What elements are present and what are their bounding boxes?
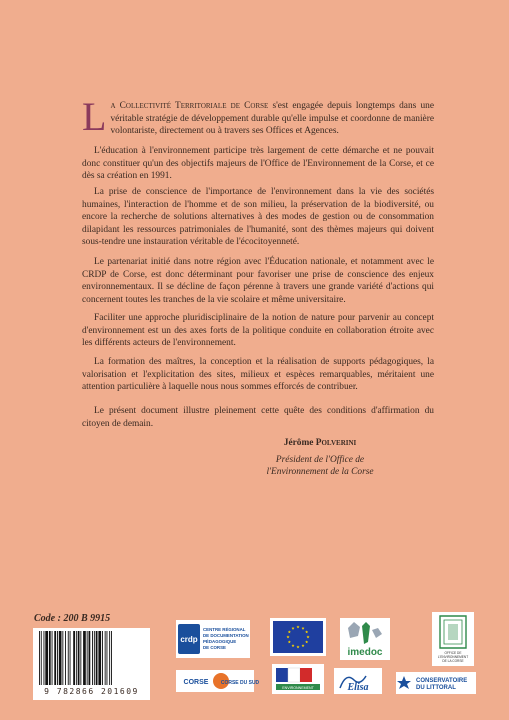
paragraph-5: La formation des maîtres, la conception et la réalisation de supports pédagogiques, la valorisation et l'explicitation des sites, milieux et espèces remarquables, méritaient une attention particulière à laquelle nous nous sommes efforcés de contribuer. <box>82 357 434 393</box>
signatory-first-name: Jérôme <box>283 438 314 448</box>
svg-text:crdp: crdp <box>180 635 198 644</box>
barcode-bar <box>102 631 103 685</box>
svg-text:CORSE: CORSE <box>183 679 209 686</box>
barcode-bar <box>44 631 45 685</box>
svg-text:CENTRE RÉGIONAL: CENTRE RÉGIONAL <box>203 627 246 632</box>
diren-logo <box>272 664 324 694</box>
barcode-bar <box>39 631 40 685</box>
barcode-bar <box>92 631 93 685</box>
barcode-bar <box>111 631 112 685</box>
barcode-bar <box>49 631 51 685</box>
signatory-last-name: Polverini <box>315 438 357 448</box>
eu-flag-icon <box>273 621 323 653</box>
barcode-bar <box>76 631 77 685</box>
barcode-bar <box>68 631 69 685</box>
crdp-mark-icon <box>176 620 250 658</box>
svg-text:PÉDAGOGIQUE: PÉDAGOGIQUE <box>203 639 237 644</box>
barcode-bar <box>52 631 53 685</box>
svg-text:CORSE DU SUD: CORSE DU SUD <box>220 680 260 686</box>
diren-icon <box>272 664 324 694</box>
svg-text:imedoc: imedoc <box>347 647 383 658</box>
signatory-name <box>240 437 400 450</box>
svg-text:Elisa: Elisa <box>347 682 369 693</box>
conseil-general-logos <box>176 670 260 692</box>
intro-smallcaps: a Collectivité Territoriale de Corse <box>110 101 269 111</box>
intro-paragraph <box>82 94 434 139</box>
paragraph-4: Faciliter une approche pluridisciplinaire de la notion de nature pour parvenir au concept d'environnement est un des axes forts de la politique conduite en collaboration étroite avec les différents acteurs de l'environnement. <box>82 313 434 349</box>
imedoc-icon <box>340 618 390 660</box>
office-environnement-icon <box>432 612 474 666</box>
elisa-logo <box>334 668 382 694</box>
signature-block <box>240 437 400 479</box>
isbn-barcode <box>33 628 150 700</box>
barcode-bar <box>65 631 66 685</box>
barcode-bar <box>107 631 108 685</box>
svg-text:OFFICE DE: OFFICE DE <box>444 651 462 655</box>
signatory-title-1: Président de l'Office de <box>275 454 365 465</box>
svg-text:ENVIRONNEMENT: ENVIRONNEMENT <box>282 686 314 690</box>
barcode-bar <box>41 631 42 685</box>
svg-text:DE DOCUMENTATION: DE DOCUMENTATION <box>203 633 249 638</box>
barcode-bar <box>109 631 110 685</box>
imedoc-logo <box>340 618 390 660</box>
conservatoire-littoral-logo <box>396 672 476 694</box>
svg-text:L'ENVIRONNEMENT: L'ENVIRONNEMENT <box>437 655 469 659</box>
product-code: Code : 200 B 9915 <box>34 613 111 624</box>
paragraph-1: L'éducation à l'environnement participe très largement de cette démarche et ne pouvait donc constituer qu'un des objectifs majeurs de l'Office de l'Environnement de la Corse, et ce dès sa création en 1991. <box>82 146 434 182</box>
barcode-bar <box>73 631 75 685</box>
crdp-logo <box>176 620 250 658</box>
barcode-bar <box>45 631 48 685</box>
svg-text:CONSERVATOIRE: CONSERVATOIRE <box>416 678 468 684</box>
barcode-bar <box>57 631 58 685</box>
barcode-bar <box>59 631 62 685</box>
eu-flag-logo <box>270 618 326 656</box>
barcode-bar <box>89 631 91 685</box>
conseil-general-icon <box>176 670 260 692</box>
intro-text: s'est engagée depuis longtemps dans une véritable stratégie de développement durable qu'elle impulse et coordonne de manière volontariste, directement ou à travers ses Offices et Agences. <box>110 101 434 137</box>
barcode-bar <box>83 631 86 685</box>
svg-text:DE LA CORSE: DE LA CORSE <box>442 659 464 663</box>
paragraph-6: Le présent document illustre pleinement cette quête des conditions d'affirmation du citoyen de demain. <box>82 406 434 429</box>
barcode-bar <box>87 631 88 685</box>
barcode-bar <box>78 631 80 685</box>
barcode-bar <box>105 631 106 685</box>
barcode-bars <box>37 631 146 686</box>
svg-text:DU LITTORAL: DU LITTORAL <box>416 685 456 691</box>
barcode-bar <box>96 631 98 685</box>
barcode-bar <box>62 631 63 685</box>
barcode-bar <box>70 631 71 685</box>
signatory-title-2: l'Environnement de la Corse <box>266 467 374 478</box>
barcode-bar <box>80 631 81 685</box>
paragraph-3: Le partenariat initié dans notre région avec l'Éducation nationale, et notamment avec le CRDP de Corse, est donc déterminant pour favoriser une prise de conscience des enjeux environnementaux. Il se décline de façon pérenne à travers une grande variété d'actions qui concernent toutes les tranches de la vie scolaire et même universitaire. <box>82 257 434 305</box>
conservatoire-littoral-icon <box>396 672 476 694</box>
drop-cap: L <box>82 94 107 139</box>
barcode-bar <box>98 631 101 685</box>
office-environnement-logo <box>432 612 474 666</box>
elisa-icon <box>334 668 382 694</box>
barcode-number: 9 782866 201609 <box>44 687 139 696</box>
barcode-bar <box>94 631 95 685</box>
svg-text:DE CORSE: DE CORSE <box>203 645 226 650</box>
barcode-bar <box>54 631 56 685</box>
paragraph-2: La prise de conscience de l'importance de l'environnement dans la vie des sociétés humaines, l'interaction de l'homme et de son milieu, la préservation de la biodiversité, ou encore la recherche de solutions alternatives à des modes de gestion ou de consommation dilapidant les ressources patrimoniales de l'humanité, sont des thèmes majeurs qui doivent sous-tendre une instauration véritable de l'écocitoyenneté. <box>82 187 434 248</box>
